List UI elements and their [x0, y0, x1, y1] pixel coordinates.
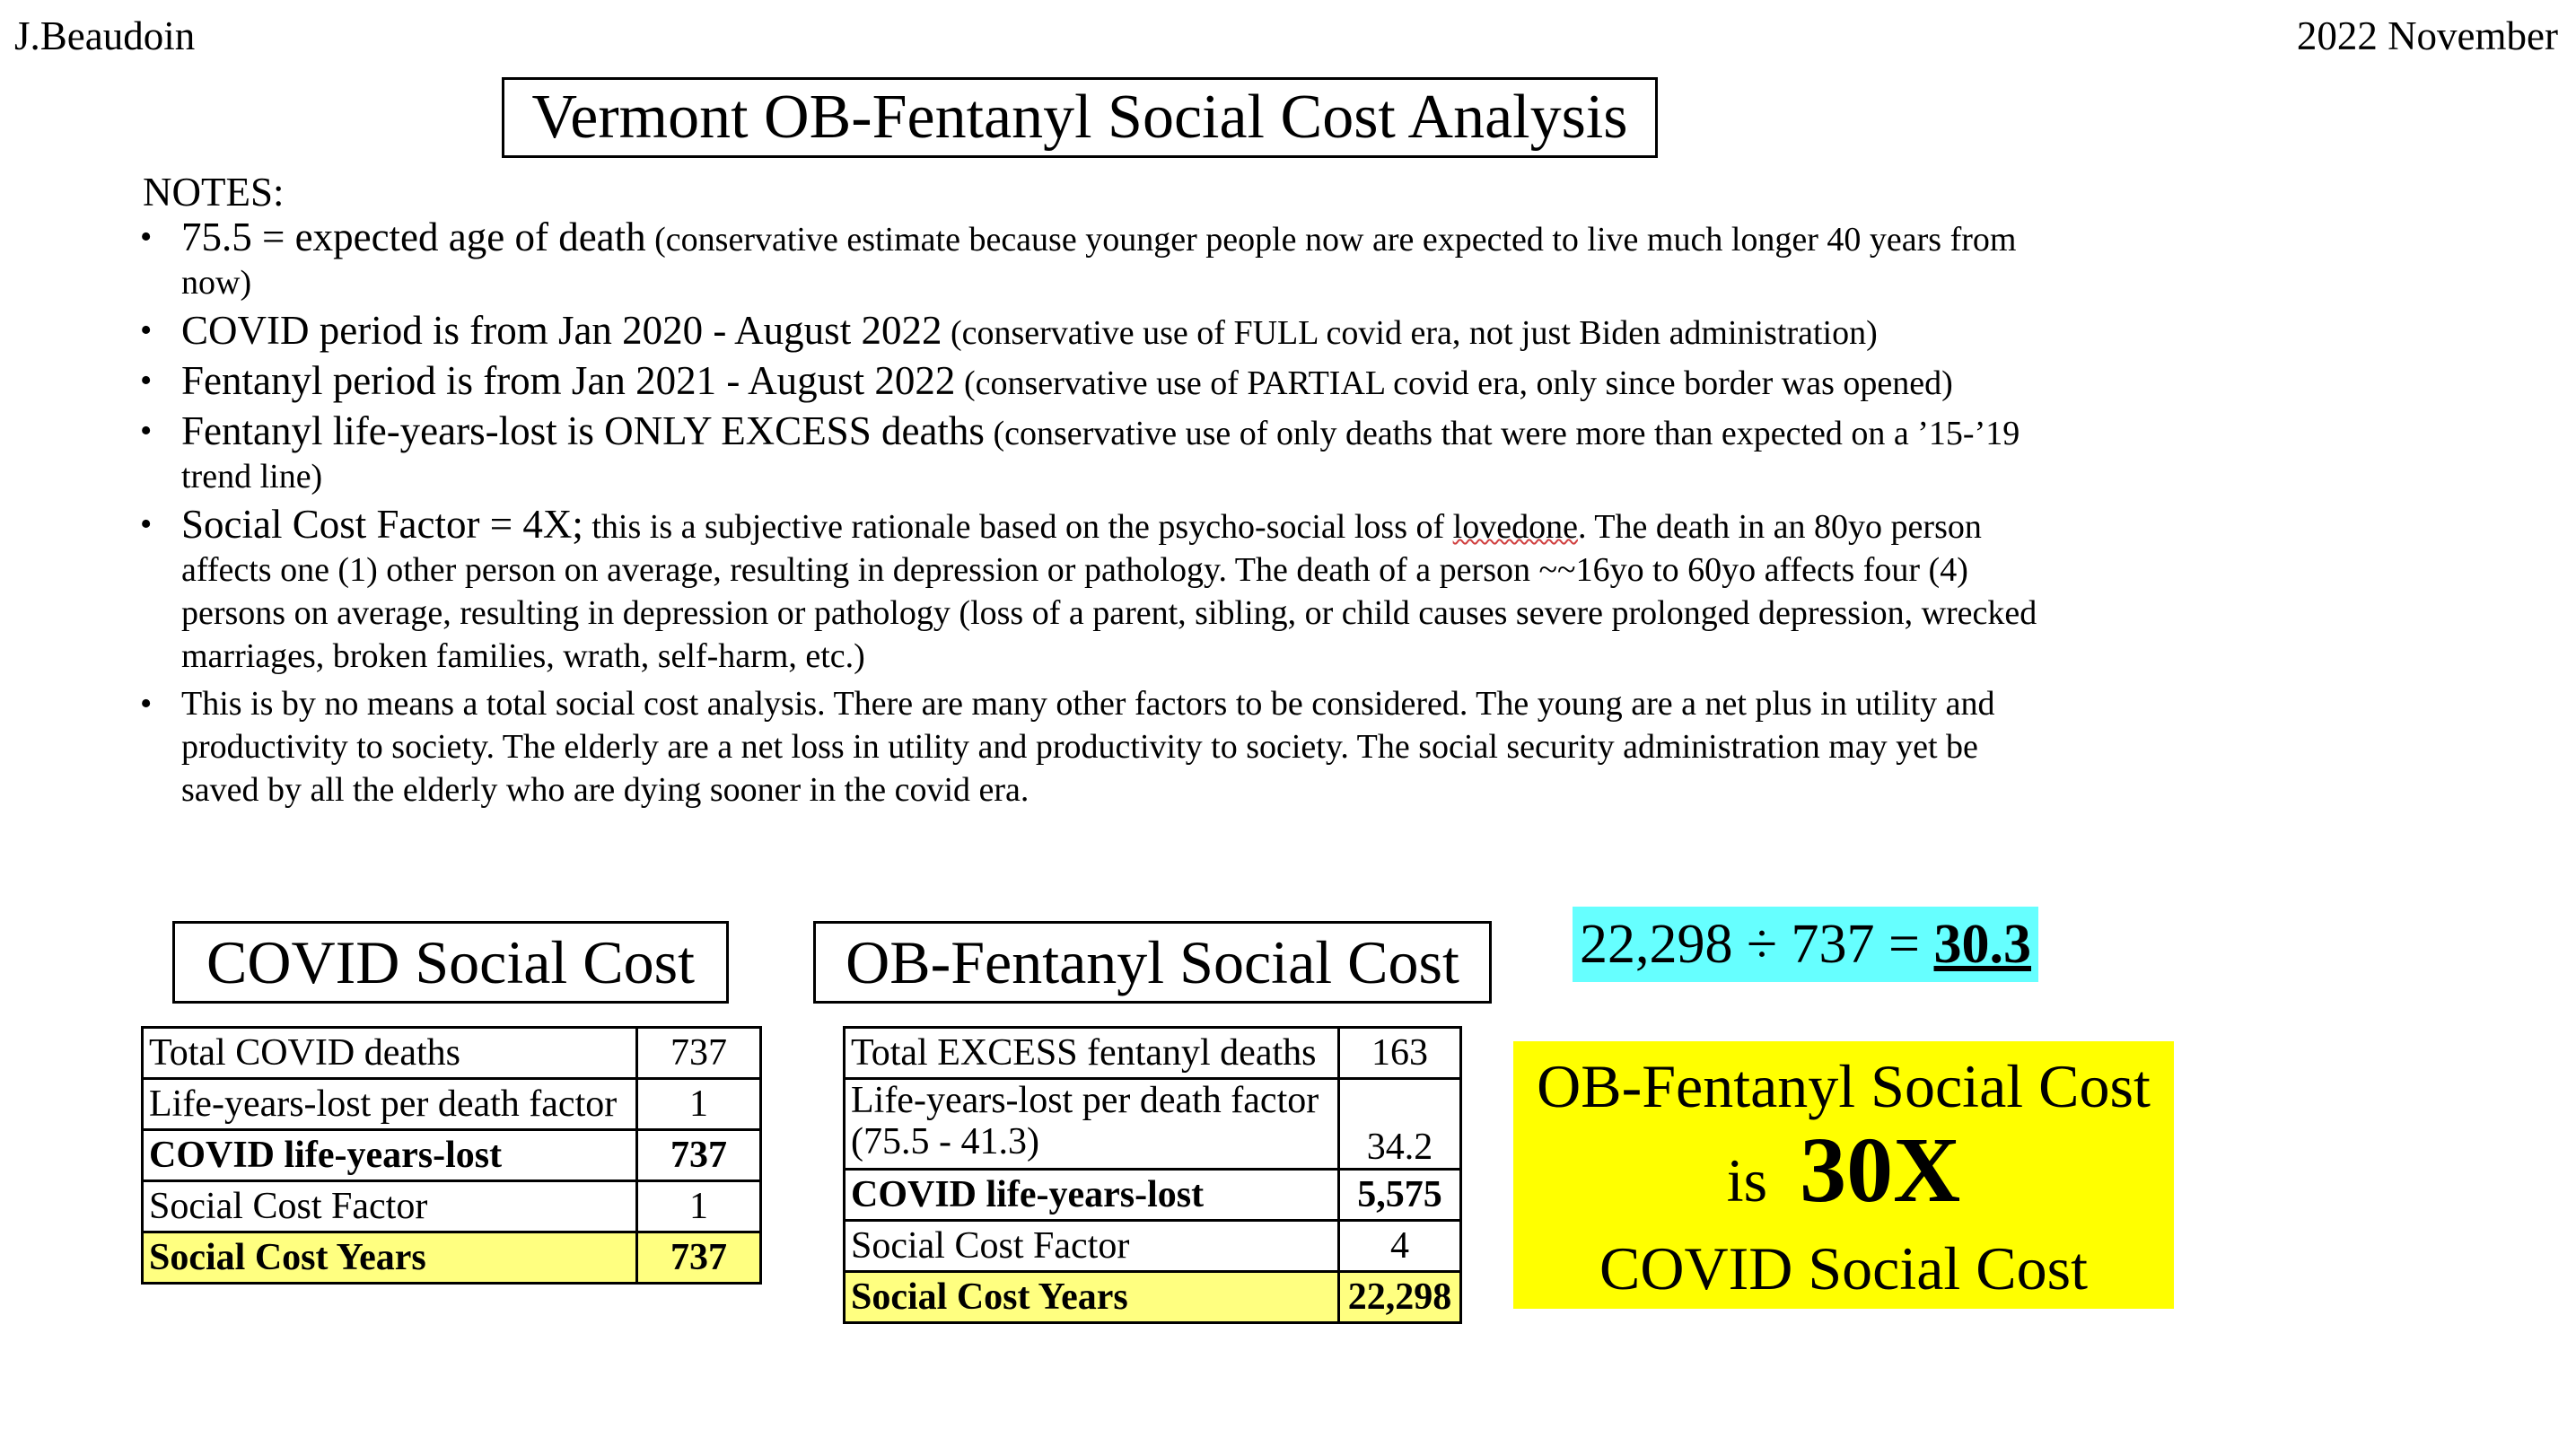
row-label-line2: (75.5 - 41.3) [851, 1121, 1039, 1162]
row-value: 163 [1339, 1028, 1461, 1079]
table-row [143, 1130, 761, 1181]
note-detail: this is a subjective rationale based on the psycho-social loss of [591, 508, 1445, 546]
fentanyl-section-heading: OB-Fentanyl Social Cost [813, 921, 1492, 1004]
bullet-icon: • [140, 362, 153, 399]
note-item [135, 409, 2037, 498]
note-item [135, 503, 2037, 678]
note-item [135, 682, 2037, 811]
row-value: 1 [637, 1181, 761, 1232]
table-row [143, 1181, 761, 1232]
conclusion-line2 [1513, 1118, 2174, 1229]
bullet-icon: • [140, 412, 153, 450]
note-lead: 75.5 = expected age of death [181, 215, 646, 259]
ratio-expression: 22,298 ÷ 737 = [1580, 914, 1934, 975]
page-title: Vermont OB-Fentanyl Social Cost Analysis [502, 77, 1658, 158]
ratio-result: 30.3 [1933, 914, 2031, 975]
notes-heading: NOTES: [143, 170, 285, 215]
table-row [845, 1079, 1461, 1170]
bullet-icon: • [140, 505, 153, 543]
conclusion-multiplier: 30X [1800, 1118, 1961, 1222]
spellcheck-word: lovedone [1452, 508, 1578, 546]
row-label: Social Cost Factor [143, 1181, 637, 1232]
row-label: Social Cost Factor [845, 1221, 1339, 1272]
conclusion-is: is [1726, 1146, 1768, 1215]
row-value: 737 [637, 1232, 761, 1284]
document-date: 2022 November [2296, 13, 2558, 58]
note-lead: Fentanyl life-years-lost is ONLY EXCESS deaths [181, 408, 985, 453]
table-row [143, 1079, 761, 1130]
bullet-icon: • [140, 685, 153, 723]
row-value: 4 [1339, 1221, 1461, 1272]
row-label [845, 1079, 1339, 1170]
row-value: 5,575 [1339, 1170, 1461, 1221]
covid-section-heading: COVID Social Cost [172, 921, 729, 1004]
notes-list [135, 215, 2037, 816]
note-item [135, 359, 2037, 405]
table-row [143, 1028, 761, 1079]
note-item [135, 309, 2037, 355]
covid-cost-table [141, 1026, 762, 1285]
note-lead: COVID period is from Jan 2020 - August 2022 [181, 308, 942, 353]
conclusion-line3: COVID Social Cost [1599, 1234, 2088, 1302]
table-row-highlight [143, 1232, 761, 1284]
conclusion-box [1513, 1041, 2174, 1309]
note-item [135, 215, 2037, 304]
table-row [845, 1028, 1461, 1079]
row-label: Social Cost Years [845, 1272, 1339, 1323]
row-label: COVID life-years-lost [845, 1170, 1339, 1221]
row-value: 737 [637, 1028, 761, 1079]
row-label: Total COVID deaths [143, 1028, 637, 1079]
note-detail: (conservative use of FULL covid era, not just Biden administration) [950, 314, 1878, 352]
row-value: 34.2 [1339, 1079, 1461, 1170]
note-lead: Social Cost Factor = 4X; [181, 502, 583, 547]
row-label: Social Cost Years [143, 1232, 637, 1284]
bullet-icon: • [140, 218, 153, 256]
note-detail: (conservative estimate because younger people now are expected to live much longer 40 years from now) [181, 221, 2017, 302]
row-value: 1 [637, 1079, 761, 1130]
note-lead: Fentanyl period is from Jan 2021 - August 2022 [181, 358, 956, 403]
note-detail: This is by no means a total social cost analysis. There are many other factors to be considered. The young are a net plus in utility and productivity to society. The elderly are a net loss in utility and productivity to society. The social security administration may yet be saved by all the elderly who are dying sooner in the covid era. [181, 685, 1995, 809]
ratio-calculation [1573, 907, 2038, 982]
row-label: COVID life-years-lost [143, 1130, 637, 1181]
table-row [845, 1170, 1461, 1221]
row-label: Life-years-lost per death factor [143, 1079, 637, 1130]
note-detail: (conservative use of PARTIAL covid era, only since border was opened) [963, 364, 1953, 402]
bullet-icon: • [140, 311, 153, 349]
table-row-highlight [845, 1272, 1461, 1323]
row-label-line1: Life-years-lost per death factor [851, 1080, 1319, 1121]
row-value: 737 [637, 1130, 761, 1181]
table-row [845, 1221, 1461, 1272]
conclusion-line1: OB-Fentanyl Social Cost [1537, 1052, 2151, 1120]
note-detail: (conservative use of only deaths that were more than expected on a ’15-’19 trend line) [181, 415, 2020, 495]
fentanyl-cost-table [843, 1026, 1462, 1324]
note-detail-cont: . The death in an 80yo person affects one (1) other person on average, resulting in depression or pathology. The death of a person ~~16yo to 60yo affects four (4) persons on average, resulting in depression or pathology (loss of a parent, sibling, or child causes severe prolonged depression, wrecked marriages, broken families, wrath, self-harm, etc.) [181, 508, 2037, 675]
author-name: J.Beaudoin [14, 13, 196, 58]
row-value: 22,298 [1339, 1272, 1461, 1323]
row-label: Total EXCESS fentanyl deaths [845, 1028, 1339, 1079]
